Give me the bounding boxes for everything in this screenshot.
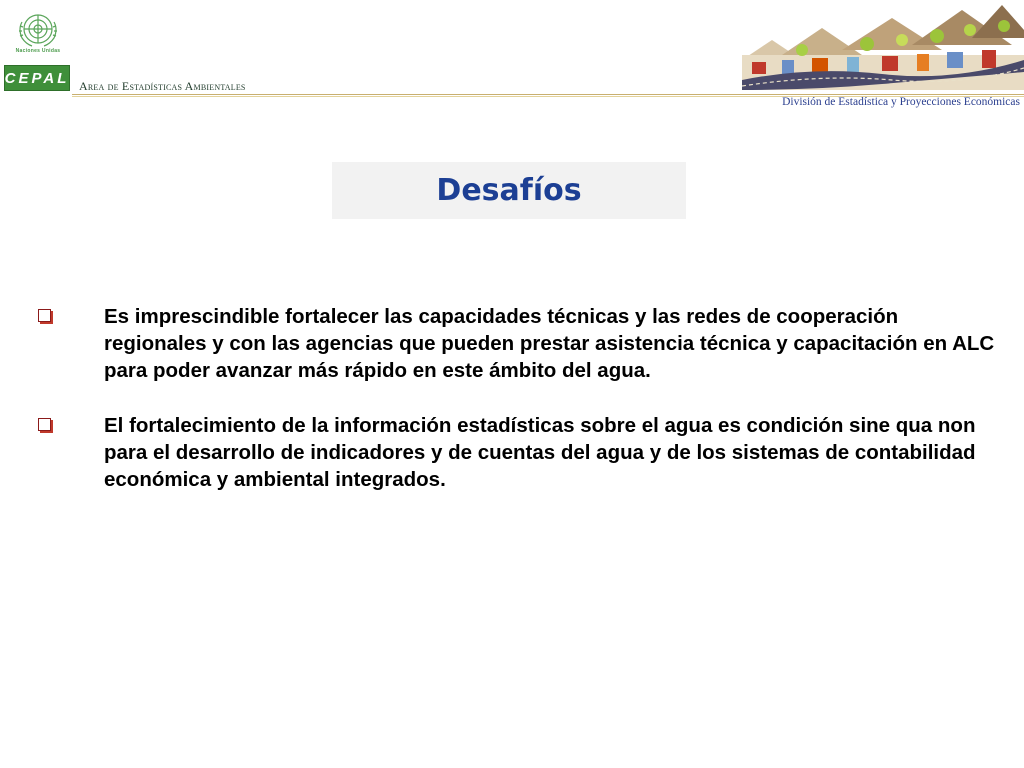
bullet-list <box>38 303 998 521</box>
bullet-item <box>38 303 998 384</box>
village-illustration-icon <box>742 0 1024 90</box>
area-title: Area de Estadísticas Ambientales <box>79 79 246 93</box>
un-caption: Naciones Unidas <box>15 48 61 54</box>
bullet-text: El fortalecimiento de la información estadísticas sobre el agua es condición sine qua non para el desarrollo de indicadores y de cuentas del agua y de los sistemas de contabilidad económica y ambiental integrados. <box>104 414 976 491</box>
division-name: División de Estadística y Proyecciones Económicas <box>782 96 1020 108</box>
cepal-logo <box>4 65 70 91</box>
bullet-text: Es imprescindible fortalecer las capacidades técnicas y las redes de cooperación regionales y con las agencias que pueden prestar asistencia técnica y capacitación en ALC para poder avanzar más rápido en este ámbito del agua. <box>104 305 995 382</box>
checkbox-bullet-icon <box>38 418 51 431</box>
checkbox-bullet-icon <box>38 309 51 322</box>
slide-title: Desafíos <box>436 173 582 208</box>
slide-title-box <box>332 162 686 219</box>
un-emblem-logo <box>14 8 62 58</box>
header-divider <box>72 94 1024 95</box>
un-globe-icon <box>14 8 62 50</box>
bullet-item <box>38 412 998 493</box>
cepal-logo-text: CEPAL <box>4 69 70 87</box>
